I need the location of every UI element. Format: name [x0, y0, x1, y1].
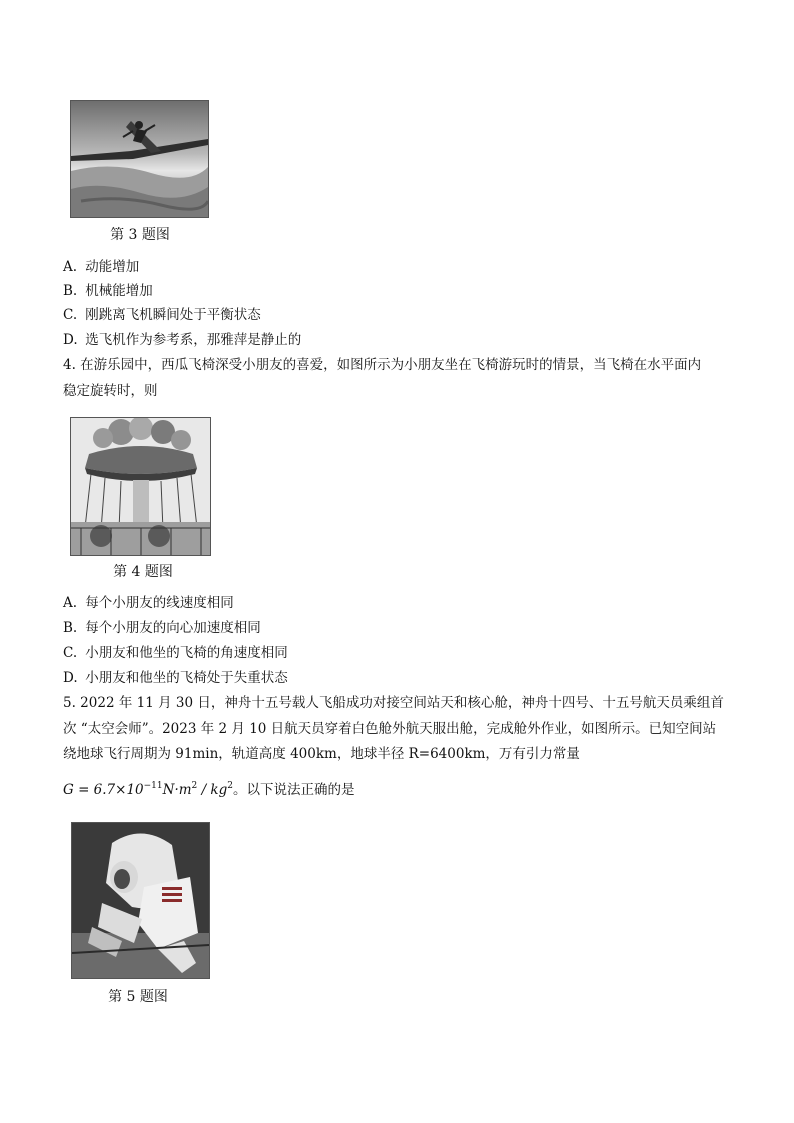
q4-stem-line2: 稳定旋转时，则: [63, 383, 158, 399]
q4-option-a: A. 每个小朋友的线速度相同: [63, 595, 234, 611]
skydiver-illustration: [71, 101, 208, 217]
q4-option-d: D. 小朋友和他坐的飞椅处于失重状态: [63, 670, 288, 686]
q5-stem-line3: 绕地球飞行周期为 91min，轨道高度 400km，地球半径 R=6400km，万有引力常量: [63, 746, 580, 762]
q5-stem-line2: 次 “太空会师”。2023 年 2 月 10 日航天员穿着白色舱外航天服出舱，完成舱外作业，如图所示。已知空间站: [63, 721, 717, 737]
q5-stem-line1: 5. 2022 年 11 月 30 日，神舟十五号载人飞船成功对接空间站天和核心舱，神舟十四号、十五号航天员乘组首: [63, 695, 724, 711]
swing-carousel-illustration: [71, 418, 210, 555]
q4-stem-line1: 4. 在游乐园中，西瓜飞椅深受小朋友的喜爱，如图所示为小朋友坐在飞椅游玩时的情景，当飞椅在水平面内: [63, 357, 702, 373]
q4-photo: [70, 417, 211, 556]
q4-figure-caption: 第 4 题图: [113, 564, 173, 580]
q3-figure-caption: 第 3 题图: [110, 227, 170, 243]
q4-option-b: B. 每个小朋友的向心加速度相同: [63, 620, 261, 636]
q4-option-c: C. 小朋友和他坐的飞椅的角速度相同: [63, 645, 288, 661]
q5-photo: [71, 822, 210, 979]
q3-option-a: A. 动能增加: [63, 259, 140, 275]
q3-option-c: C. 刚跳离飞机瞬间处于平衡状态: [63, 307, 261, 323]
q3-photo: [70, 100, 209, 218]
q3-option-d: D. 选飞机作为参考系，那雅萍是静止的: [63, 332, 302, 348]
q5-gravitational-constant-formula: $G = 6.7\times 10^{-11}N\cdot m^2 / kg^2$。以下说法正确的是: [63, 781, 355, 798]
q3-option-b: B. 机械能增加: [63, 283, 153, 299]
astronaut-illustration: [72, 823, 209, 978]
q5-figure-caption: 第 5 题图: [108, 989, 168, 1005]
